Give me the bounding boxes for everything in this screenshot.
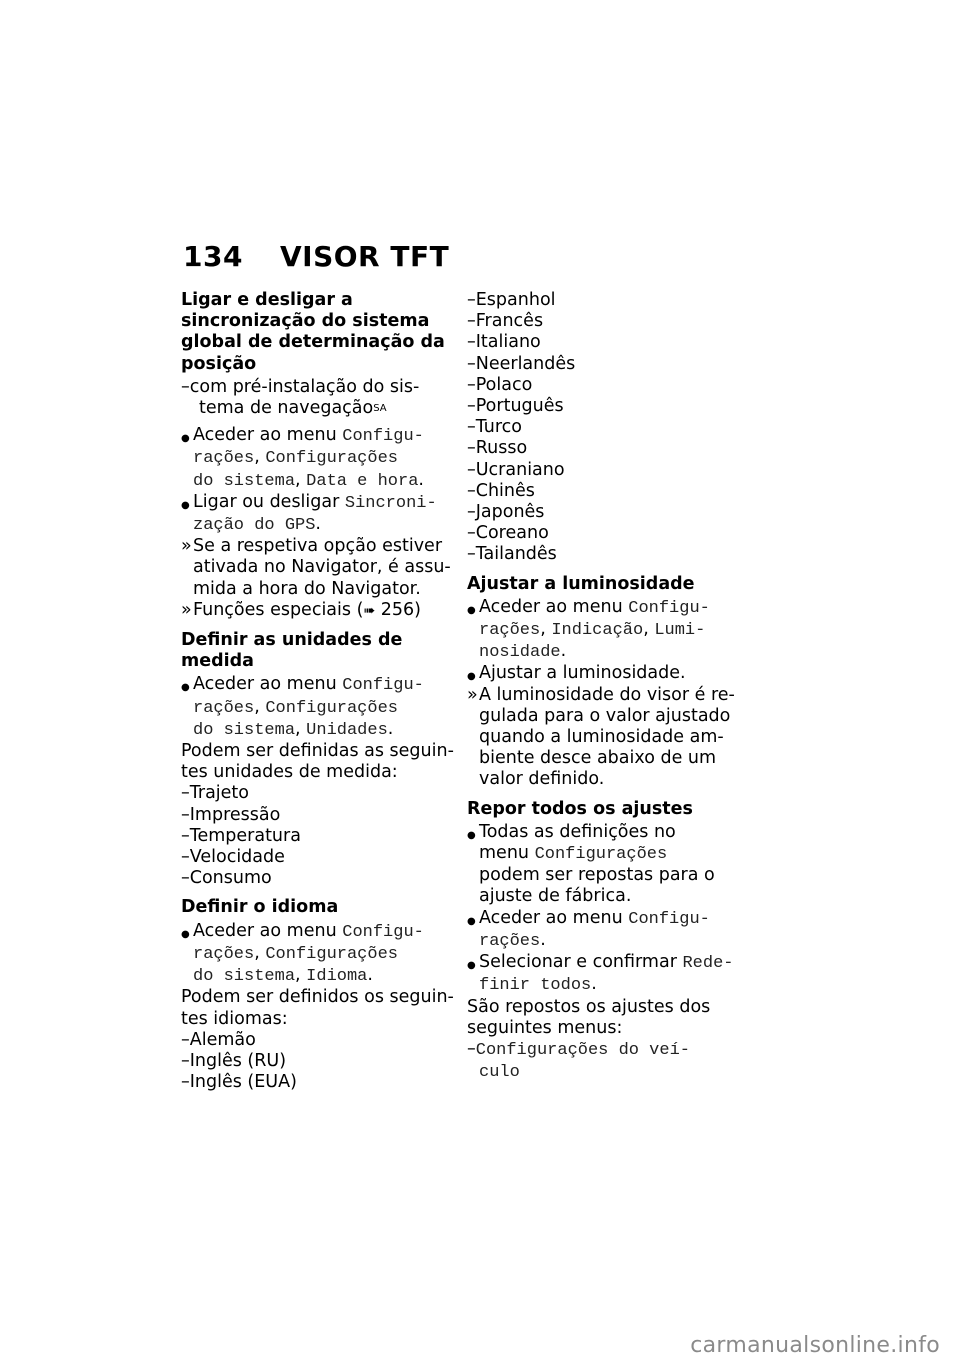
bullet-item	[467, 663, 739, 684]
page-header	[183, 240, 449, 273]
paragraph-line: seguintes menus:	[467, 1017, 623, 1038]
heading-line: posição	[181, 353, 257, 374]
bullet-item	[467, 822, 739, 908]
menu-path: culo	[479, 1063, 520, 1083]
bullet-item	[467, 952, 739, 996]
bullet-icon: ●	[181, 928, 190, 940]
menu-path: Configurações	[265, 944, 398, 964]
result-line: valor definido.	[479, 769, 605, 790]
bullet-text: ajuste de fábrica.	[479, 886, 632, 907]
list-item: –Consumo	[181, 868, 272, 889]
result-text: Funções especiais (	[193, 599, 364, 620]
period: .	[315, 514, 321, 535]
result-item	[467, 685, 739, 791]
page-title: VISOR TFT	[280, 240, 450, 273]
condition-line	[181, 398, 453, 419]
bullet-icon: ●	[467, 829, 476, 841]
menu-path: rações	[479, 931, 541, 951]
list-item: –Tailandês	[467, 544, 557, 565]
bullet-item	[181, 425, 453, 492]
section-heading-reset: Repor todos os ajustes	[467, 798, 693, 819]
bullet-text: Todas as definições no	[479, 821, 676, 842]
section-heading-units: Definir as unidades de medida	[181, 630, 403, 672]
page-reference[interactable]: 256)	[375, 599, 421, 620]
heading-line: Ligar e desligar a	[181, 290, 353, 310]
menu-path: rações	[479, 621, 541, 641]
menu-path: finir todos	[479, 976, 592, 996]
page-reference-arrow-icon: ➠	[363, 602, 376, 619]
bullet-text: Aceder ao menu	[193, 674, 343, 695]
left-column	[181, 290, 453, 1093]
page-number: 134	[183, 240, 243, 273]
list-item: –Polaco	[467, 374, 533, 395]
list-item: –Russo	[467, 438, 528, 459]
result-line: gulada para o valor ajustado	[479, 705, 731, 726]
menu-path: Sincroni-	[344, 493, 437, 513]
bullet-icon: ●	[467, 915, 476, 927]
bullet-icon: ●	[181, 499, 190, 511]
result-icon: »	[181, 536, 192, 557]
bullet-text: Aceder ao menu	[193, 920, 343, 941]
separator: ,	[295, 965, 307, 986]
menu-path: rações	[193, 698, 255, 718]
bullet-text: Ligar ou desligar	[193, 491, 345, 512]
period: .	[591, 974, 597, 995]
section-heading-brightness: Ajustar a luminosidade	[467, 573, 695, 594]
paragraph	[181, 741, 453, 783]
bullet-text: Aceder ao menu	[479, 596, 629, 617]
period: .	[367, 965, 373, 986]
bullet-item	[467, 908, 739, 952]
menu-path: rações	[193, 449, 255, 469]
list-item: –Inglês (RU)	[181, 1050, 287, 1071]
separator: ,	[295, 718, 307, 739]
section-heading-language: Definir o idioma	[181, 897, 339, 918]
result-line: A luminosidade do visor é re-	[479, 684, 735, 705]
bullet-item	[181, 674, 453, 741]
separator: ,	[254, 696, 266, 717]
bullet-text: menu	[479, 843, 535, 864]
bullet-icon: ●	[467, 604, 476, 616]
bullet-item	[467, 597, 739, 664]
separator: ,	[254, 447, 266, 468]
result-item	[181, 600, 453, 622]
list-dash: –	[467, 1038, 476, 1059]
separator: ,	[643, 619, 655, 640]
menu-path: Configu-	[342, 427, 424, 447]
bullet-text: Ajustar a luminosidade.	[479, 663, 686, 684]
sa-superscript: SA	[373, 403, 387, 415]
menu-path: nosidade	[479, 643, 561, 663]
languages-list	[181, 1030, 453, 1094]
result-line: Se a respetiva opção estiver	[193, 536, 443, 557]
list-item: –Português	[467, 396, 564, 417]
menu-path: zação do GPS	[193, 516, 316, 536]
period: .	[418, 469, 424, 490]
bullet-icon: ●	[467, 671, 476, 683]
menu-path: Idioma	[306, 967, 368, 987]
menu-path: Configurações	[265, 698, 398, 718]
list-item: –Inglês (EUA)	[181, 1072, 297, 1093]
reset-menus-list	[467, 1039, 739, 1083]
list-item: –Turco	[467, 417, 523, 438]
menu-path: Configurações	[265, 449, 398, 469]
menu-path: Lumi-	[654, 621, 706, 641]
menu-path: do sistema	[193, 471, 296, 491]
bullet-text: Aceder ao menu	[479, 907, 629, 928]
menu-path: do sistema	[193, 720, 296, 740]
menu-path: Rede-	[682, 954, 734, 974]
list-item: –Trajeto	[181, 783, 249, 804]
list-item: –Italiano	[467, 332, 541, 353]
condition-text	[181, 377, 453, 419]
menu-path: Configu-	[342, 922, 424, 942]
result-icon: »	[181, 599, 192, 620]
list-item: –Neerlandês	[467, 353, 576, 374]
menu-path: do sistema	[193, 967, 296, 987]
bullet-text: Selecionar e confirmar	[479, 952, 683, 973]
separator: ,	[295, 469, 307, 490]
result-line: quando a luminosidade am-	[479, 727, 724, 748]
separator: ,	[540, 619, 552, 640]
bullet-text: Aceder ao menu	[193, 425, 343, 446]
condition-line: –com pré-instalação do sis-	[181, 376, 420, 397]
bullet-item	[181, 921, 453, 988]
units-list	[181, 783, 453, 889]
result-line: biente desce abaixo de um	[479, 748, 717, 769]
paragraph	[181, 987, 453, 1029]
bullet-icon: ●	[181, 433, 190, 445]
menu-path: Configu-	[342, 676, 424, 696]
condition-text-span: tema de navegação	[199, 398, 374, 419]
result-item	[181, 536, 453, 600]
menu-path: Configu-	[628, 909, 710, 929]
bullet-icon: ●	[181, 682, 190, 694]
heading-line: global de determinação da	[181, 332, 445, 353]
menu-path: Data e hora	[306, 471, 419, 491]
result-line: mida a hora do Navigator.	[193, 578, 421, 599]
bullet-icon: ●	[467, 960, 476, 972]
separator: ,	[254, 942, 266, 963]
languages-list-continued	[467, 290, 739, 566]
period: .	[387, 718, 394, 739]
list-item: –Impressão	[181, 804, 281, 825]
bullet-item	[181, 492, 453, 536]
paragraph	[467, 997, 739, 1039]
menu-path: rações	[193, 944, 255, 964]
menu-path: Configu-	[628, 598, 710, 618]
period: .	[540, 929, 546, 950]
list-item: –Temperatura	[181, 825, 301, 846]
list-item: –Japonês	[467, 502, 545, 523]
menu-path: Configurações do veí-	[475, 1040, 690, 1060]
list-item: –Alemão	[181, 1029, 256, 1050]
result-icon: »	[467, 684, 478, 705]
paragraph-line: tes unidades de medida:	[181, 762, 398, 783]
heading-line: sincronização do sistema	[181, 311, 430, 332]
paragraph-line: Podem ser definidos os seguin-	[181, 987, 454, 1008]
result-line: ativada no Navigator, é assu-	[193, 557, 451, 578]
bullet-text: podem ser repostas para o	[479, 865, 715, 886]
menu-path: Unidades	[306, 720, 388, 740]
watermark-footer[interactable]: carmanualsonline.info	[690, 1333, 940, 1358]
list-item: –Francês	[467, 311, 544, 332]
list-item: –Chinês	[467, 480, 535, 501]
paragraph-line: Podem ser definidas as seguin-	[181, 741, 454, 762]
list-item: –Velocidade	[181, 847, 285, 868]
right-column	[467, 290, 739, 1083]
section-heading-gps	[181, 290, 453, 375]
paragraph-line: São repostos os ajustes dos	[467, 996, 711, 1017]
list-item: –Espanhol	[467, 290, 556, 310]
list-item: –Ucraniano	[467, 459, 565, 480]
list-item: –Coreano	[467, 523, 549, 544]
period: .	[560, 641, 567, 662]
menu-path: Indicação	[551, 621, 644, 641]
paragraph-line: tes idiomas:	[181, 1008, 288, 1029]
menu-path: Configurações	[534, 845, 668, 865]
